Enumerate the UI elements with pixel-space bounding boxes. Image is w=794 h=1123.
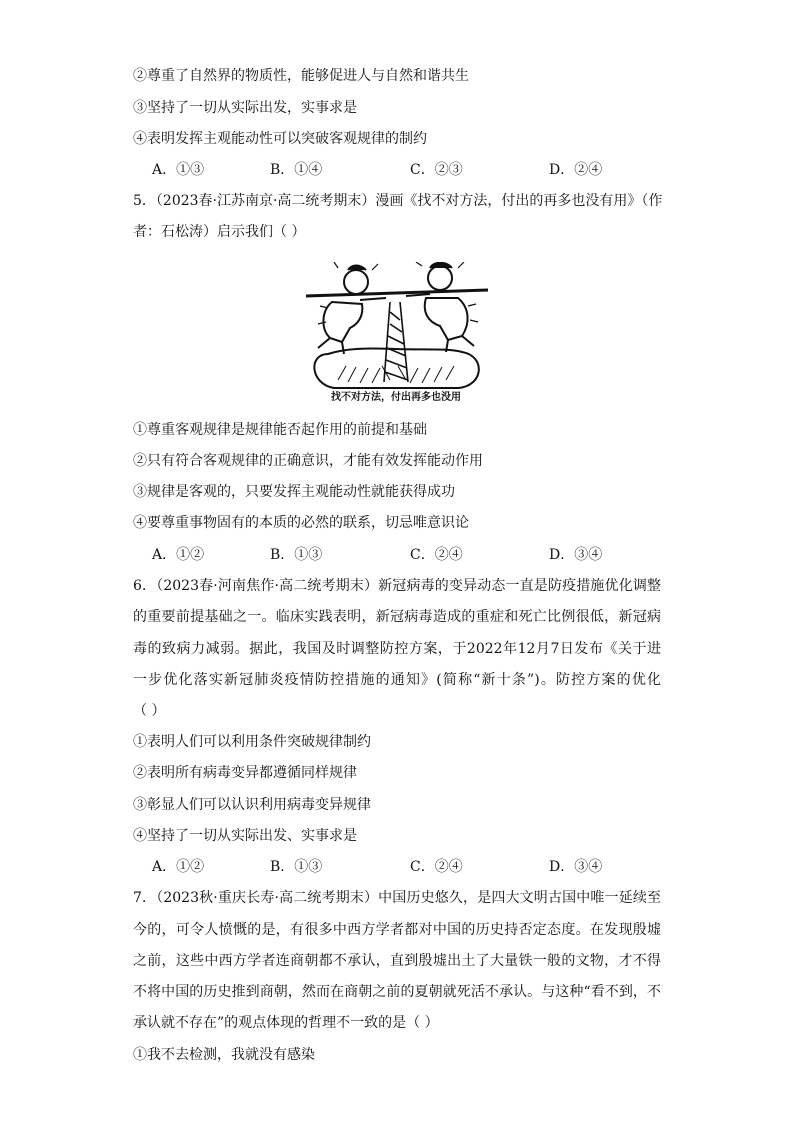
option-b[interactable]: B．①③ — [270, 859, 323, 875]
cushion-shape — [314, 349, 478, 388]
question-7-stem: 今的，可令人愤慨的是，有很多中西方学者都对中国的历史持否定态度。在发现殷墟 — [133, 922, 661, 938]
option-c[interactable]: C．②④ — [410, 859, 463, 875]
option-a[interactable]: A．①② — [152, 859, 205, 875]
statement-3: ③彰显人们可以认识利用病毒变异规律 — [133, 797, 371, 813]
statement-4: ④表明发挥主观能动性可以突破客观规律的制约 — [133, 131, 427, 147]
question-5-stem: 5．（2023春·江苏南京·高二统考期末）漫画《找不对方法，付出的再多也没有用》（作 — [133, 193, 663, 209]
question-7-stem: 不将中国的历史推到商朝，然而在商朝之前的夏朝就死活不承认。与这种“看不到，不 — [133, 984, 661, 1000]
option-c[interactable]: C．②④ — [410, 547, 463, 563]
right-figure — [406, 262, 478, 352]
statement-3: ③规律是客观的，只要发挥主观能动性就能获得成功 — [133, 484, 455, 500]
question-6-stem: 毒的致病力减弱。据此，我国及时调整防控方案，于2022年12月7日发布《关于进 — [133, 641, 661, 657]
option-b[interactable]: B．①④ — [270, 162, 323, 178]
statement-1: ①我不去检测，我就没有感染 — [133, 1047, 315, 1063]
left-figure — [318, 262, 386, 354]
question-6-stem: 一步优化落实新冠肺炎疫情防控措施的通知》(简称“新十条”)。防控方案的优化 — [133, 672, 661, 688]
statement-4: ④要尊重事物固有的本质的必然的联系，切忌唯意识论 — [133, 515, 469, 531]
option-a[interactable]: A．①② — [152, 547, 205, 563]
question-7-stem: 承认就不存在”的观点体现的哲理不一致的是（ ） — [133, 1015, 439, 1031]
question-7-stem: 7．（2023秋·重庆长寿·高二统考期末）中国历史悠久，是四大文明古国中唯一延续至 — [133, 890, 661, 906]
statement-2: ②尊重了自然界的物质性，能够促进人与自然和谐共生 — [133, 68, 469, 84]
option-d[interactable]: D．③④ — [549, 547, 603, 563]
question-5-stem: 者：石松涛）启示我们（ ） — [133, 224, 306, 240]
question-6-stem: 6．（2023春·河南焦作·高二统考期末）新冠病毒的变异动态一直是防疫措施优化调整 — [133, 578, 661, 594]
question-6-stem: 的重要前提基础之一。临床实践表明，新冠病毒造成的重症和死亡比例很低，新冠病 — [133, 609, 661, 625]
option-d[interactable]: D．②④ — [549, 162, 603, 178]
statement-3: ③坚持了一切从实际出发，实事求是 — [133, 100, 357, 116]
statement-4: ④坚持了一切从实际出发、实事求是 — [133, 828, 357, 844]
option-d[interactable]: D．③④ — [549, 859, 603, 875]
option-b[interactable]: B．①③ — [270, 547, 323, 563]
pole — [306, 290, 488, 296]
statement-2: ②只有符合客观规律的正确意识，才能有效发挥能动作用 — [133, 453, 483, 469]
tug-of-war-cartoon — [298, 262, 494, 404]
statement-2: ②表明所有病毒变异都遵循同样规律 — [133, 765, 357, 781]
question-7-stem: 之前，这些中西方学者连商朝都不承认，直到殷墟出土了大量铁一般的文物，才不得 — [133, 953, 661, 969]
option-c[interactable]: C．②③ — [410, 162, 463, 178]
statement-1: ①表明人们可以利用条件突破规律制约 — [133, 734, 371, 750]
cartoon-caption: 找不对方法，付出再多也没用 — [331, 392, 461, 403]
option-a[interactable]: A．①③ — [152, 162, 205, 178]
question-6-blank: （ ） — [133, 703, 166, 719]
statement-1: ①尊重客观规律是规律能否起作用的前提和基础 — [133, 422, 427, 438]
